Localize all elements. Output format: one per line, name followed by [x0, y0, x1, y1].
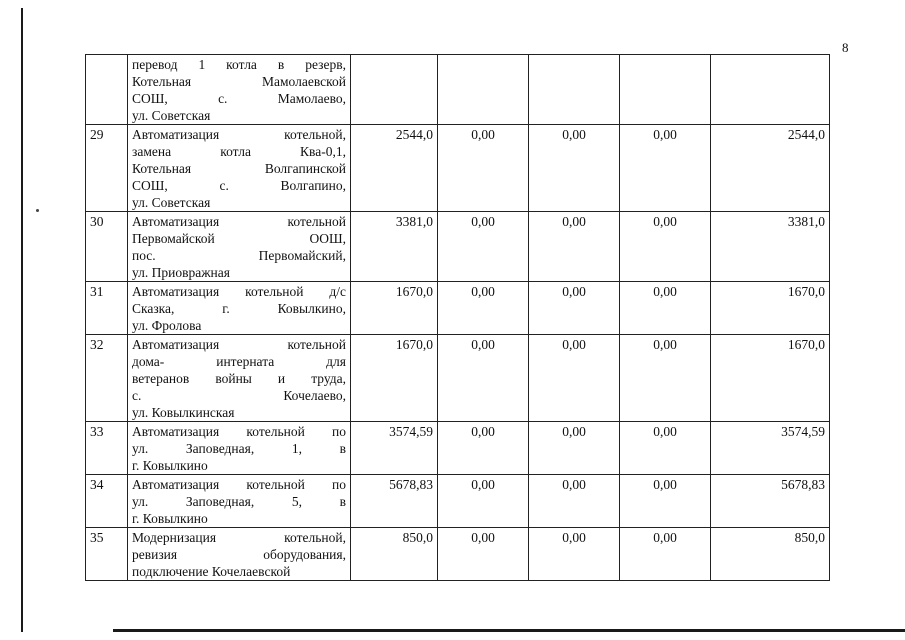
description-line: замена котла Ква-0,1, [132, 144, 346, 159]
value-total [711, 55, 830, 125]
row-number: 35 [86, 528, 128, 581]
description-line: ул. Приовражная [132, 265, 230, 280]
value-federal: 0,00 [438, 212, 529, 282]
description-line: ветеранов войны и труда, [132, 371, 346, 386]
description-line: г. Ковылкино [132, 511, 208, 526]
value-municipal: 0,00 [620, 475, 711, 528]
value-municipal: 0,00 [620, 212, 711, 282]
description-line: с. Кочелаево, [132, 388, 346, 403]
value-total-plan: 1670,0 [351, 335, 438, 422]
row-description [128, 422, 351, 475]
scan-speck [36, 209, 39, 212]
table-body [86, 55, 830, 581]
row-description [128, 125, 351, 212]
description-line: Автоматизация котельной по [132, 424, 346, 439]
value-federal: 0,00 [438, 282, 529, 335]
row-number [86, 55, 128, 125]
description-line: ул. Заповедная, 5, в [132, 494, 346, 509]
value-regional: 0,00 [529, 282, 620, 335]
row-number: 33 [86, 422, 128, 475]
description-line: Автоматизация котельной [132, 337, 346, 352]
value-regional: 0,00 [529, 475, 620, 528]
description-line: дома- интерната для [132, 354, 346, 369]
value-total-plan [351, 55, 438, 125]
description-line: подключение Кочелаевской [132, 564, 291, 579]
description-line: СОШ, с. Мамолаево, [132, 91, 346, 106]
row-description [128, 475, 351, 528]
row-number: 34 [86, 475, 128, 528]
row-number: 30 [86, 212, 128, 282]
value-federal: 0,00 [438, 528, 529, 581]
description-line: пос. Первомайский, [132, 248, 346, 263]
value-regional: 0,00 [529, 335, 620, 422]
table-row [86, 282, 830, 335]
description-line: ул. Советская [132, 195, 211, 210]
value-municipal [620, 55, 711, 125]
table-row [86, 528, 830, 581]
value-total-plan: 3381,0 [351, 212, 438, 282]
value-total: 1670,0 [711, 335, 830, 422]
row-description [128, 212, 351, 282]
description-line: Первомайской ООШ, [132, 231, 346, 246]
value-total-plan: 1670,0 [351, 282, 438, 335]
description-line: Автоматизация котельной д/с [132, 284, 346, 299]
description-line: Модернизация котельной, [132, 530, 346, 545]
description-line: перевод 1 котла в резерв, [132, 57, 346, 72]
row-number: 29 [86, 125, 128, 212]
description-line: г. Ковылкино [132, 458, 208, 473]
value-total-plan: 5678,83 [351, 475, 438, 528]
value-municipal: 0,00 [620, 125, 711, 212]
value-total: 3574,59 [711, 422, 830, 475]
table-row [86, 125, 830, 212]
funding-table [85, 54, 830, 581]
value-total-plan: 850,0 [351, 528, 438, 581]
description-line: ул. Ковылкинская [132, 405, 235, 420]
row-number: 31 [86, 282, 128, 335]
description-line: ул. Фролова [132, 318, 202, 333]
row-description [128, 55, 351, 125]
value-municipal: 0,00 [620, 422, 711, 475]
description-line: Автоматизация котельной по [132, 477, 346, 492]
row-description [128, 528, 351, 581]
bottom-rule [113, 629, 905, 632]
left-margin-rule [21, 8, 23, 632]
row-description [128, 282, 351, 335]
value-total: 3381,0 [711, 212, 830, 282]
value-total-plan: 2544,0 [351, 125, 438, 212]
value-total: 5678,83 [711, 475, 830, 528]
description-line: Сказка, г. Ковылкино, [132, 301, 346, 316]
value-regional: 0,00 [529, 212, 620, 282]
table-row [86, 422, 830, 475]
description-line: Автоматизация котельной [132, 214, 346, 229]
value-regional: 0,00 [529, 528, 620, 581]
value-regional: 0,00 [529, 422, 620, 475]
value-municipal: 0,00 [620, 528, 711, 581]
value-federal: 0,00 [438, 335, 529, 422]
page-number: 8 [842, 40, 849, 55]
value-federal [438, 55, 529, 125]
value-total: 2544,0 [711, 125, 830, 212]
description-line: ул. Советская [132, 108, 211, 123]
table-row [86, 475, 830, 528]
row-description [128, 335, 351, 422]
value-municipal: 0,00 [620, 282, 711, 335]
description-line: ревизия оборудования, [132, 547, 346, 562]
value-regional: 0,00 [529, 125, 620, 212]
value-total: 850,0 [711, 528, 830, 581]
value-regional [529, 55, 620, 125]
table-row [86, 335, 830, 422]
value-municipal: 0,00 [620, 335, 711, 422]
table-row [86, 212, 830, 282]
value-federal: 0,00 [438, 422, 529, 475]
value-federal: 0,00 [438, 125, 529, 212]
description-line: Котельная Мамолаевской [132, 74, 346, 89]
table-row [86, 55, 830, 125]
description-line: ул. Заповедная, 1, в [132, 441, 346, 456]
row-number: 32 [86, 335, 128, 422]
value-total: 1670,0 [711, 282, 830, 335]
description-line: Автоматизация котельной, [132, 127, 346, 142]
value-total-plan: 3574,59 [351, 422, 438, 475]
description-line: СОШ, с. Волгапино, [132, 178, 346, 193]
value-federal: 0,00 [438, 475, 529, 528]
description-line: Котельная Волгапинской [132, 161, 346, 176]
